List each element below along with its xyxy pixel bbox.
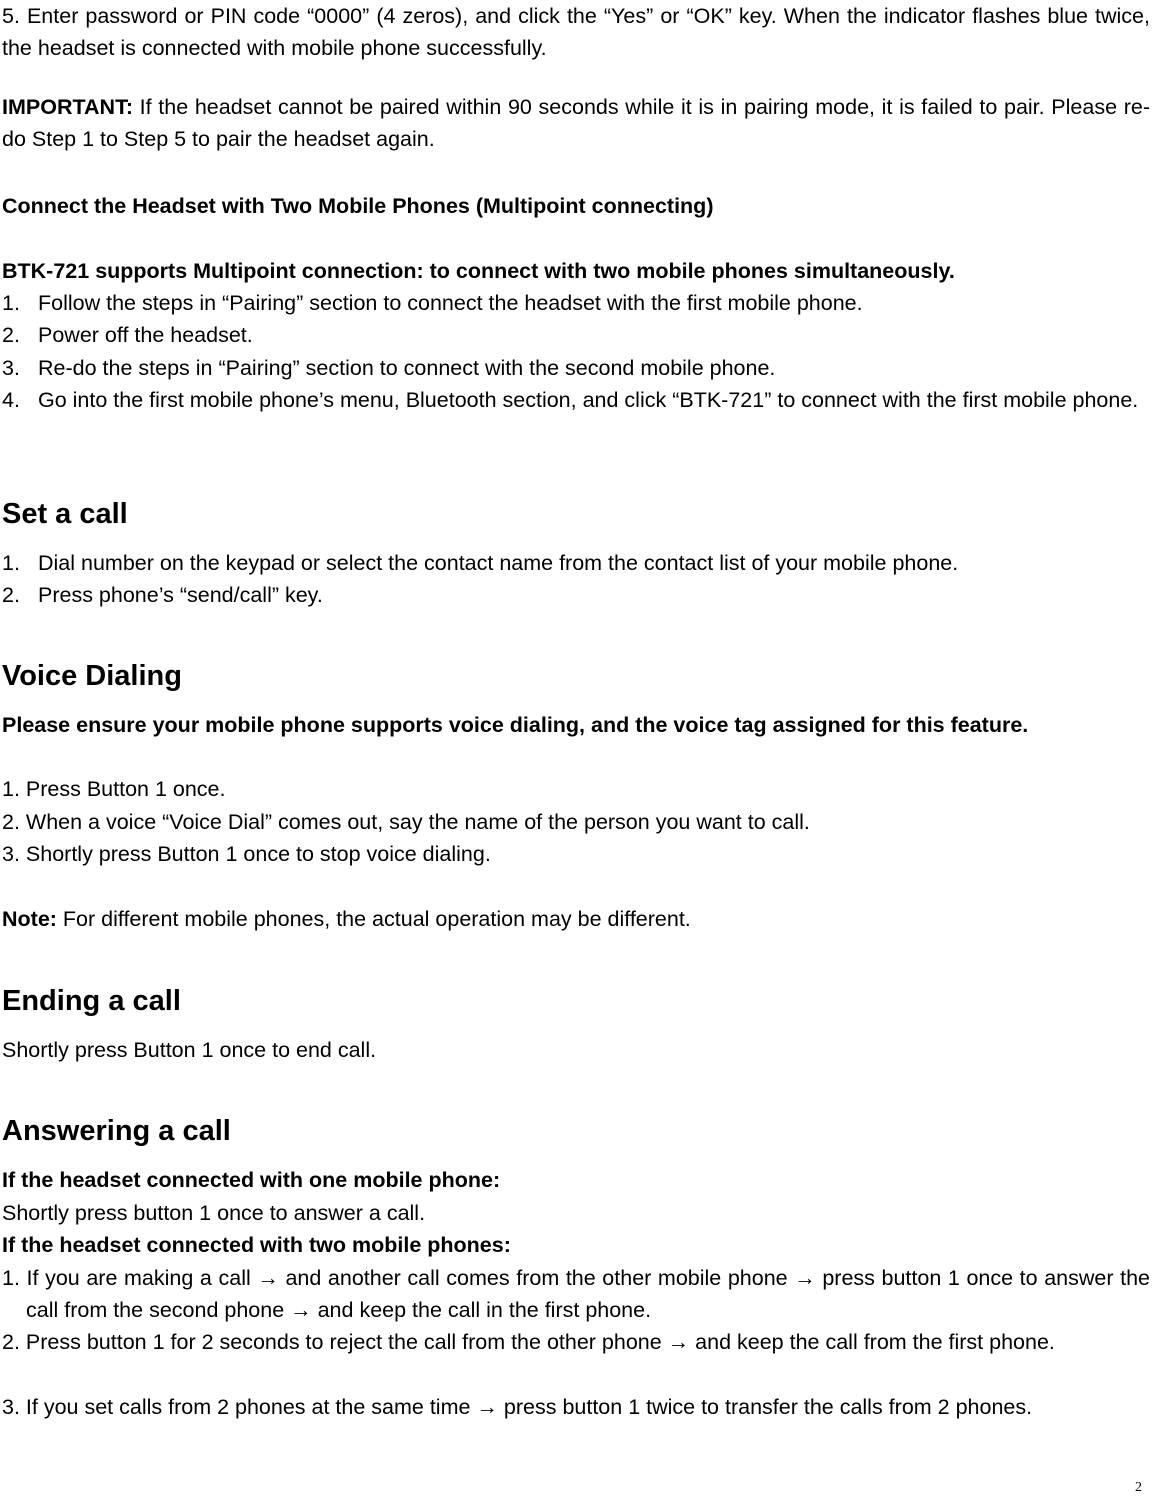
one-phone-text: Shortly press button 1 once to answer a call. xyxy=(2,1201,426,1225)
list-item xyxy=(2,384,1150,416)
list-text: Follow the steps in “Pairing” section to connect the headset with the first mobile phone. xyxy=(38,291,863,315)
set-call-heading: Set a call xyxy=(2,498,128,530)
voice-dialing-heading: Voice Dialing xyxy=(2,660,182,692)
multipoint-heading: Connect the Headset with Two Mobile Phones (Multipoint connecting) xyxy=(2,194,714,218)
list-item xyxy=(2,1391,1150,1423)
page-number: 2 xyxy=(1135,1480,1142,1495)
list-text: Press phone’s “send/call” key. xyxy=(38,583,323,607)
list-number: 4. xyxy=(2,388,20,412)
list-item xyxy=(2,287,1150,319)
important-text: If the headset cannot be paired within 90 seconds while it is in pairing mode, it is failed to pair. Please re-do Step 1 to Step 5 to pair the headset again. xyxy=(2,95,1150,151)
list-text: Power off the headset. xyxy=(38,323,253,347)
important-note xyxy=(2,91,1150,155)
one-phone-label: If the headset connected with one mobile phone: xyxy=(2,1168,501,1192)
pairing-step-5: 5. Enter password or PIN code “0000” (4 zeros), and click the “Yes” or “OK” key. When the indicator flashes blue twice, the headset is connected with mobile phone successfully. xyxy=(2,4,1150,60)
voice-step: 2. When a voice “Voice Dial” comes out, say the name of the person you want to call. xyxy=(2,810,810,834)
list-number: 1. xyxy=(2,291,20,315)
important-label: IMPORTANT: xyxy=(2,95,133,119)
list-text: 2. Press button 1 for 2 seconds to reject the call from the other phone → and keep the call from the first phone. xyxy=(2,1330,1055,1354)
note-label: Note: xyxy=(2,907,57,931)
list-item xyxy=(2,1326,1150,1358)
ending-call-heading: Ending a call xyxy=(2,985,181,1017)
answering-call-heading: Answering a call xyxy=(2,1115,231,1147)
list-text: Go into the first mobile phone’s menu, Bluetooth section, and click “BTK-721” to connect with the first mobile phone. xyxy=(38,388,1139,412)
list-text: Dial number on the keypad or select the contact name from the contact list of your mobile phone. xyxy=(38,551,959,575)
list-text: 1. If you are making a call → and another call comes from the other mobile phone → press button 1 once to answer the call from the second phone → and keep the call in the first phone. xyxy=(2,1266,1150,1322)
list-number: 2. xyxy=(2,323,20,347)
list-item xyxy=(2,352,1150,384)
list-number: 3. xyxy=(2,356,20,380)
list-text: 3. If you set calls from 2 phones at the same time → press button 1 twice to transfer the calls from 2 phones. xyxy=(2,1395,1033,1419)
multipoint-subheading: BTK-721 supports Multipoint connection: to connect with two mobile phones simultaneously. xyxy=(2,259,955,283)
list-item xyxy=(2,579,1150,611)
list-number: 2. xyxy=(2,583,20,607)
list-item xyxy=(2,319,1150,351)
voice-note xyxy=(2,903,1150,935)
two-phones-label: If the headset connected with two mobile phones: xyxy=(2,1233,511,1257)
list-number: 1. xyxy=(2,551,20,575)
note-text: For different mobile phones, the actual operation may be different. xyxy=(56,907,691,931)
voice-step: 1. Press Button 1 once. xyxy=(2,777,226,801)
list-text: Re-do the steps in “Pairing” section to connect with the second mobile phone. xyxy=(38,356,776,380)
voice-step: 3. Shortly press Button 1 once to stop voice dialing. xyxy=(2,842,491,866)
list-item xyxy=(2,547,1150,579)
ending-call-text: Shortly press Button 1 once to end call. xyxy=(2,1038,377,1062)
list-item xyxy=(2,1262,1150,1326)
voice-dialing-subheading: Please ensure your mobile phone supports voice dialing, and the voice tag assigned for this feature. xyxy=(2,713,1029,737)
